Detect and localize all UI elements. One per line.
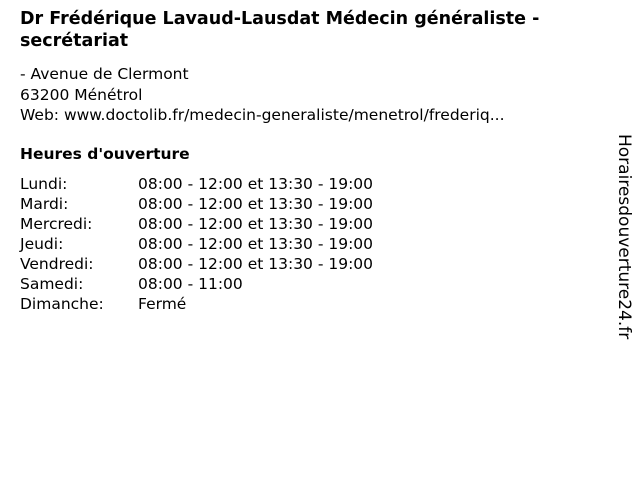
site-watermark: Horairesdouverture24.fr	[614, 134, 634, 340]
time-range: Fermé	[138, 295, 187, 313]
hours-row-thursday	[20, 234, 373, 254]
time-range: 08:00 - 12:00 et 13:30 - 19:00	[138, 195, 374, 213]
day-label: Jeudi:	[20, 235, 64, 253]
day-label: Lundi:	[20, 175, 68, 193]
time-range: 08:00 - 12:00 et 13:30 - 19:00	[138, 235, 374, 253]
address-street: - Avenue de Clermont	[20, 65, 189, 83]
hours-row-monday	[20, 174, 373, 194]
address-city: 63200 Ménétrol	[20, 85, 143, 104]
day-label: Mercredi:	[20, 215, 93, 233]
time-range: 08:00 - 12:00 et 13:30 - 19:00	[138, 175, 374, 193]
day-label: Dimanche:	[20, 295, 104, 313]
day-label: Mardi:	[20, 195, 69, 213]
time-range: 08:00 - 12:00 et 13:30 - 19:00	[138, 215, 374, 233]
time-range: 08:00 - 12:00 et 13:30 - 19:00	[138, 255, 374, 273]
hours-row-tuesday	[20, 194, 373, 214]
opening-hours-heading: Heures d'ouverture	[20, 145, 190, 163]
hours-row-saturday	[20, 274, 373, 294]
hours-row-wednesday	[20, 214, 373, 234]
opening-hours-table	[20, 174, 373, 314]
hours-row-friday	[20, 254, 373, 274]
address-block	[20, 64, 505, 126]
hours-row-sunday	[20, 294, 373, 314]
website-line[interactable]: Web: www.doctolib.fr/medecin-generaliste/menetrol/frederiq...	[20, 106, 505, 124]
time-range: 08:00 - 11:00	[138, 275, 243, 293]
page-title: Dr Frédérique Lavaud-Lausdat Médecin généraliste - secrétariat	[20, 9, 540, 51]
day-label: Samedi:	[20, 275, 84, 293]
day-label: Vendredi:	[20, 255, 94, 273]
